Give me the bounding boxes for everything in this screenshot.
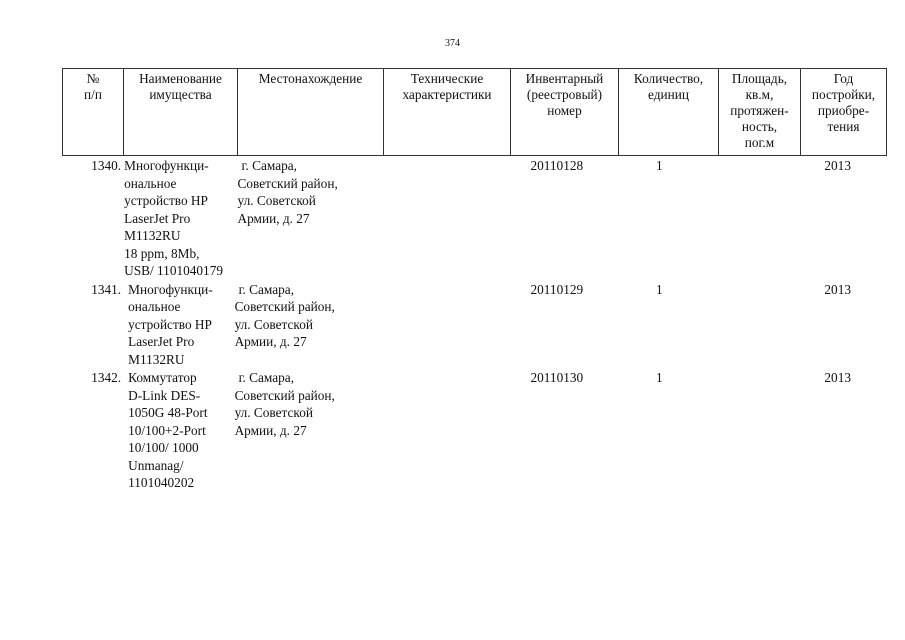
row-number: 1342. <box>91 370 122 385</box>
header-location <box>238 69 384 156</box>
location-line: г. Самара, <box>238 370 295 385</box>
table-row <box>62 157 886 280</box>
header-name <box>124 69 238 156</box>
location-line: ул. Советской <box>234 316 313 332</box>
name-line: M1132RU <box>128 351 185 367</box>
name-line: 18 ppm, 8Mb, <box>124 245 200 261</box>
location-line: Армии, д. 27 <box>234 334 307 349</box>
table-row <box>62 369 886 492</box>
header-line: № <box>86 71 100 86</box>
name-line: D-Link DES- <box>128 387 201 403</box>
header-line: пог.м <box>744 135 775 150</box>
quantity: 1 <box>655 158 663 173</box>
name-line: 1101040202 <box>128 475 195 490</box>
header-number <box>63 69 124 156</box>
name-line: ональное <box>128 299 181 314</box>
name-line: Многофункци- <box>124 158 209 173</box>
inventory-number: 20110130 <box>530 370 584 385</box>
header-line: протяжен- <box>730 103 789 118</box>
quantity: 1 <box>655 281 663 297</box>
header-line: имущества <box>149 87 212 102</box>
name-line: 1050G 48-Port <box>128 405 208 420</box>
header-inventory <box>511 69 619 156</box>
header-line: Инвентарный <box>525 71 604 86</box>
header-line: Местонахождение <box>258 71 363 86</box>
header-line: постройки, <box>811 87 876 102</box>
property-table-body <box>62 157 886 493</box>
quantity: 1 <box>655 370 663 385</box>
name-line: Коммутатор <box>128 370 197 385</box>
location-line: г. Самара, <box>238 281 295 297</box>
property-location <box>235 157 379 227</box>
location-line: ул. Советской <box>237 193 316 208</box>
location-line: Советский район, <box>237 175 338 191</box>
name-line: устройство HP <box>124 193 208 208</box>
row-number: 1341. <box>91 281 122 297</box>
name-line: 10/100+2-Port <box>128 422 206 438</box>
header-line: приобре- <box>817 103 870 118</box>
inventory-number: 20110128 <box>530 158 584 173</box>
header-line: (реестровый) <box>526 87 603 102</box>
property-location <box>235 281 379 351</box>
property-table-header <box>62 68 887 156</box>
property-name <box>122 157 234 280</box>
location-line: г. Самара, <box>241 158 297 173</box>
header-line: номер <box>547 103 582 118</box>
header-area <box>719 69 801 156</box>
location-line: Армии, д. 27 <box>237 210 310 226</box>
name-line: 10/100/ 1000 <box>128 440 199 455</box>
location-line: ул. Советской <box>234 405 313 420</box>
header-line: кв.м, <box>745 87 774 102</box>
table-row <box>62 281 886 369</box>
name-line: M1132RU <box>124 228 181 243</box>
name-line: Многофункци- <box>128 281 213 297</box>
location-line: Советский район, <box>234 299 335 314</box>
property-location <box>235 369 379 439</box>
location-line: Советский район, <box>234 387 335 403</box>
name-line: USB/ 1101040179 <box>124 263 224 278</box>
header-tech <box>384 69 511 156</box>
property-name <box>122 281 234 369</box>
year: 2013 <box>824 158 851 173</box>
header-line: тения <box>827 119 860 134</box>
inventory-number: 20110129 <box>530 281 584 297</box>
header-row <box>63 69 887 156</box>
header-quantity <box>619 69 719 156</box>
header-line: Год <box>833 71 854 86</box>
header-line: п/п <box>84 87 102 102</box>
name-line: Unmanag/ <box>128 457 184 473</box>
header-line: Наименование <box>139 71 222 86</box>
header-year <box>801 69 887 156</box>
property-name <box>122 369 234 492</box>
name-line: LaserJet Pro <box>128 334 195 349</box>
header-line: единиц <box>648 87 689 102</box>
year: 2013 <box>824 281 851 297</box>
header-line: Количество, <box>633 71 704 86</box>
location-line: Армии, д. 27 <box>234 422 307 438</box>
name-line: устройство HP <box>128 316 212 332</box>
header-line: ность, <box>741 119 778 134</box>
name-line: ональное <box>124 175 177 191</box>
year: 2013 <box>824 370 851 385</box>
name-line: LaserJet Pro <box>124 210 191 226</box>
page-number: 374 <box>445 38 460 49</box>
header-line: Площадь, <box>731 71 788 86</box>
header-line: Технические <box>410 71 484 86</box>
row-number: 1340. <box>91 158 122 173</box>
header-line: характеристики <box>402 87 492 102</box>
